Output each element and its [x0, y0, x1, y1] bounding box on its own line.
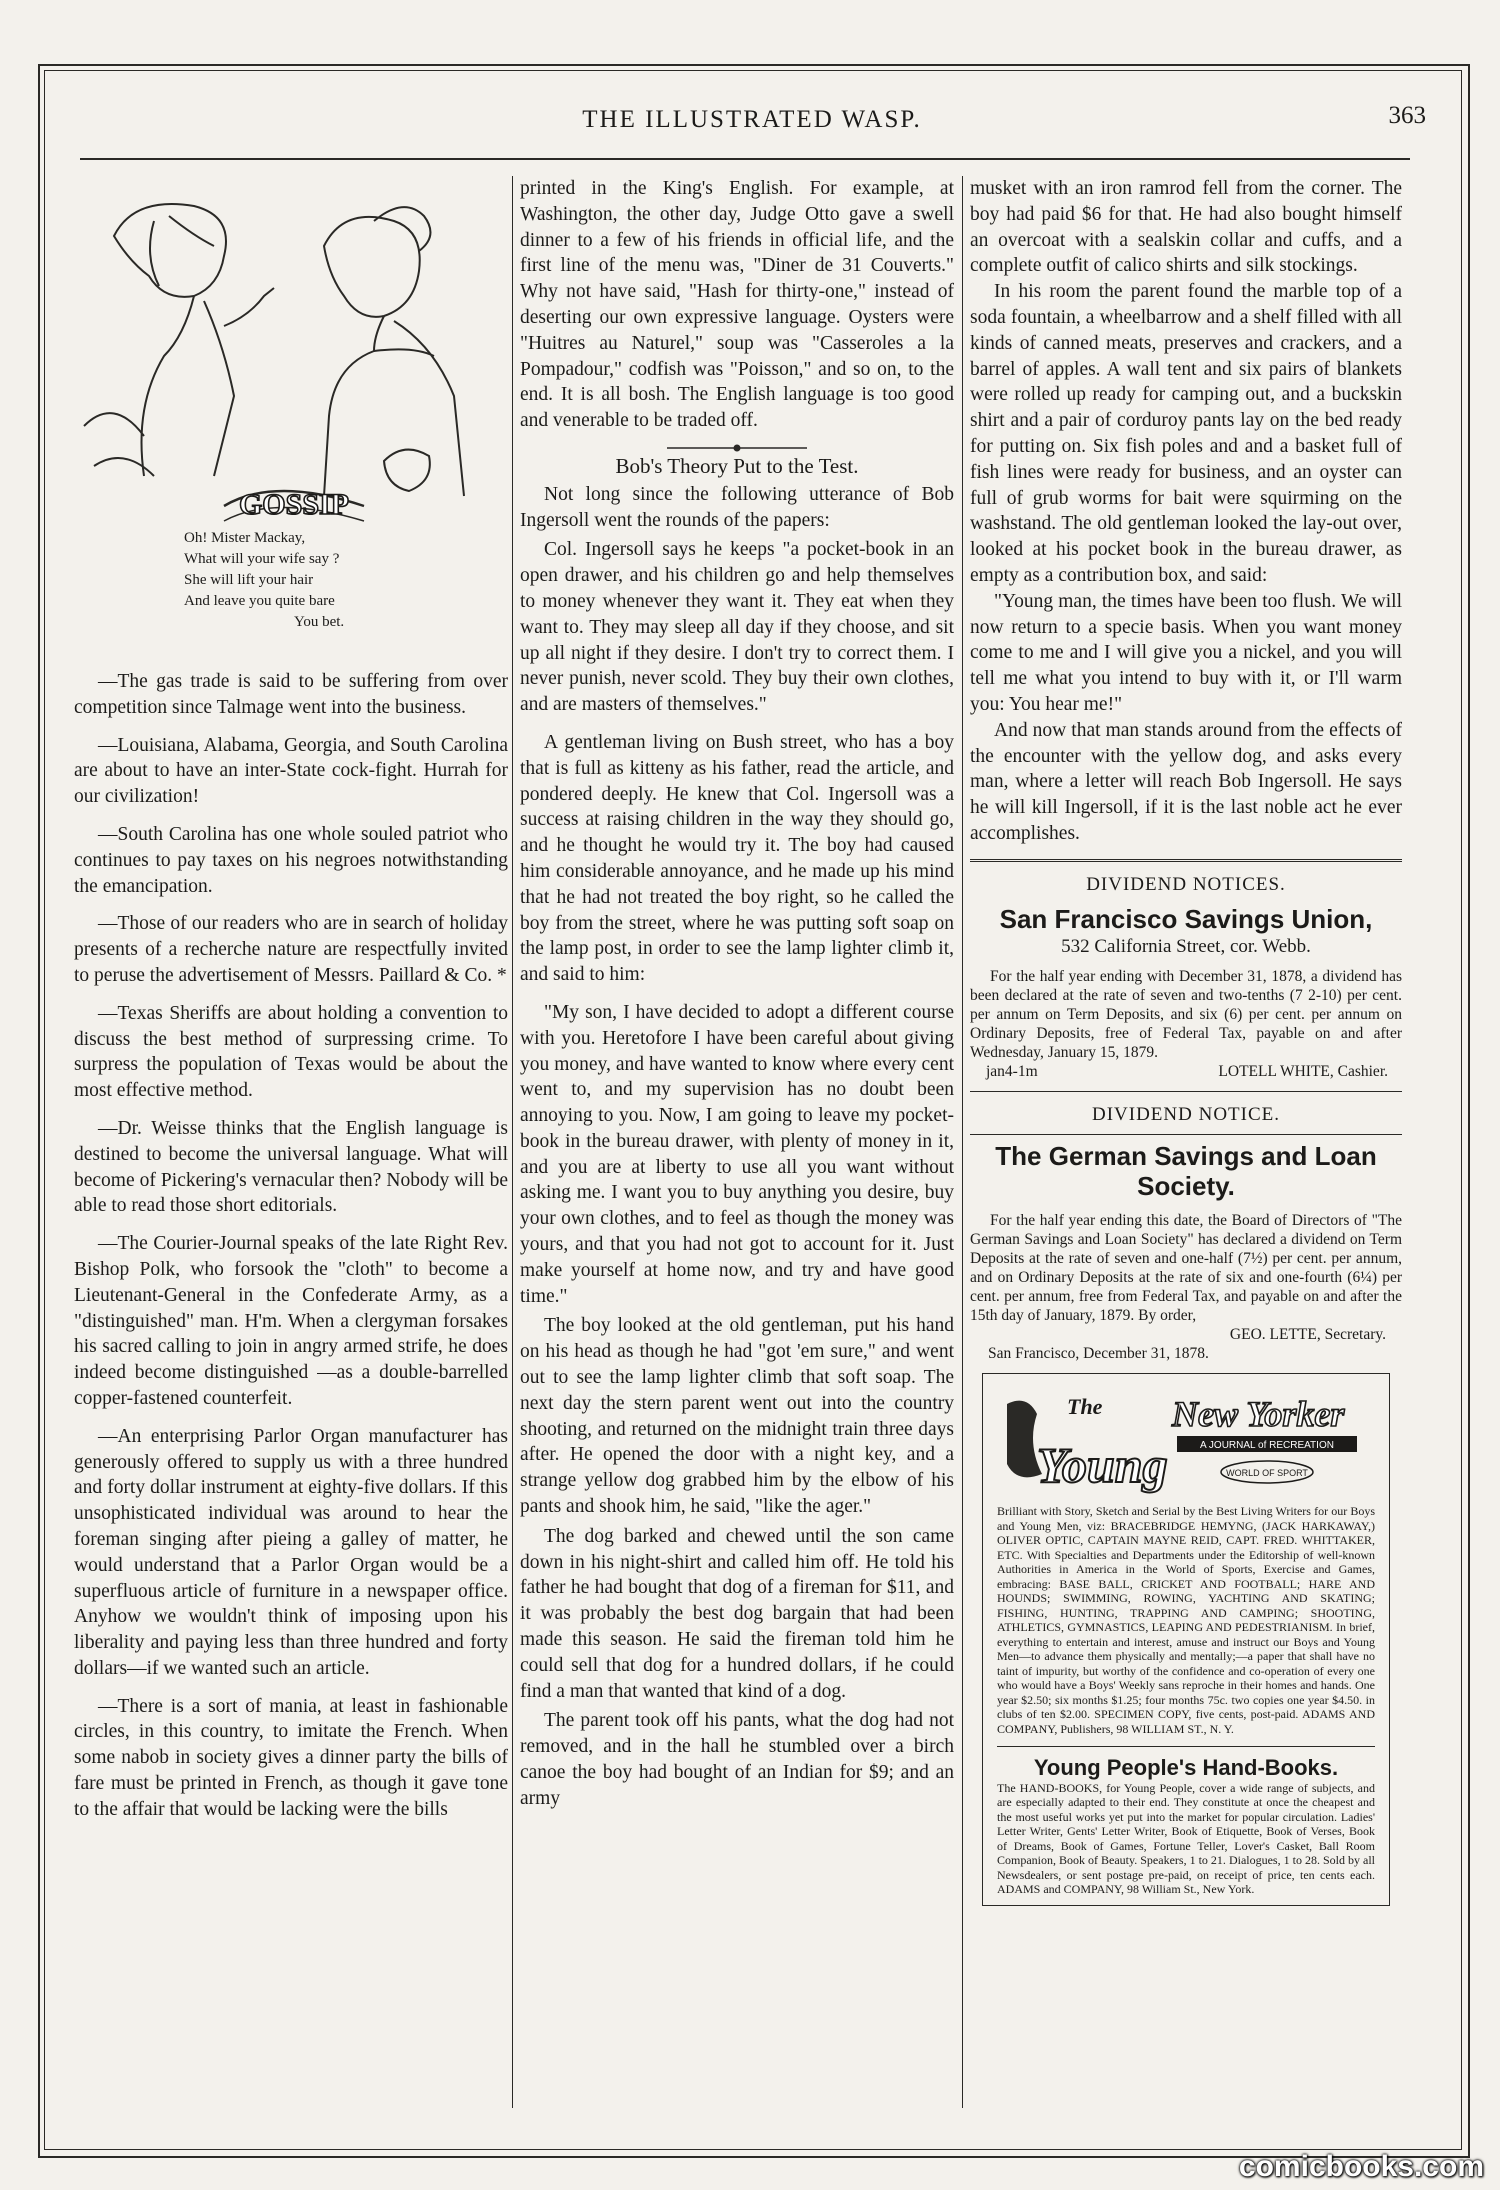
story-paragraph: In his room the parent found the marble top of a soda fountain, a wheelbarrow and a shelf filled with all kinds of canned meats, preserves and crackers, and a barrel of apples. A wall tent and six pairs of blankets were rolled up ready for camping out, and a buckskin shirt and a pair of corduroy pants lay on the bed ready for putting on. Six fish poles and and a basket full of fish lines were ready for business, and an oyster can full of grub worms for bait were squirming on the washstand. The old gentleman looked the lay-out over, looked at his pocket book in the bureau drawer, as empty as a contribution box, and said: [970, 281, 1402, 586]
notice-heading: DIVIDEND NOTICES. [1086, 873, 1286, 895]
news-item: —There is a sort of mania, at least in fashionable circles, in this country, to imitate the French. When some nabob in society gives a dinner party the bills of fare must be printed in French, as though it gave tone to the affair that would be lacking were the bills [74, 1695, 508, 1820]
logo-new-yorker: New Yorker [1172, 1394, 1345, 1435]
story-paragraph: "Young man, the times have been too flush. We will now return to a specie basis. When you want money come to me and I will give you a nickel, and you will tell me what you intend to buy with it, or I'll warm you: You hear me!" [970, 590, 1402, 715]
news-item: —An enterprising Parlor Organ manufacturer has generously offered to supply us with a three hundred and forty dollar instrument at eighty-five dollars. If this unsophisticated individual was around to hear the foreman singing after pieing a galley of matter, he would understand that a Parlor Organ would be a superfluous article of furniture in a newspaper office. Anyhow we wouldn't think of imposing upon his liberality and paying less than three hundred and forty dollars—if we wanted such an article. [74, 1425, 508, 1679]
news-item: —Dr. Weisse thinks that the English language is destined to become the universal language. What will become of Pickering's vernacular then? Nobody will be able to read those short editorials. [74, 1117, 508, 1217]
notice-rule [970, 1134, 1402, 1135]
ornamental-rule [520, 436, 954, 448]
gossip-illustration [74, 176, 508, 522]
logo-journal: A JOURNAL of RECREATION [1200, 1440, 1334, 1452]
story-paragraph: Not long since the following utterance of Bob Ingersoll went the rounds of the papers: [520, 483, 954, 531]
notice-signature: GEO. LETTE, Secretary. [1229, 1326, 1386, 1344]
story-paragraph: The parent took off his pants, what the dog had not removed, and in the hall he stumbled over a birch canoe the boy had bought of an Indian for $9; and an army [520, 1710, 954, 1809]
column-3 [970, 176, 1402, 2108]
news-item: —The Courier-Journal speaks of the late Right Rev. Bishop Polk, who forsook the "cloth" to become a Lieutenant-General in the Confederate Army, as a "distinguished" man. H'm. When a clergyman forsakes his sacred calling to join in angry armed strife, he does indeed become distinguished —as a double-barrelled copper-fastened counterfeit. [74, 1233, 508, 1409]
notice-heading: DIVIDEND NOTICE. [1091, 1104, 1281, 1126]
header-rule [80, 158, 1410, 160]
bank-name: San Francisco Savings Union, [999, 903, 1373, 934]
story-paragraph: The boy looked at the old gentleman, put his hand on his head as though he had "got 'em sure," and went out to see the lamp lighter climb that soft soap. The next day the stern parent went out into the country shooting, and returned on the midnight train three days after. He opened the door with a night key, and a strange yellow dog grabbed him by the elbow of his pants and shook him, he said, "like the ager." [520, 1315, 954, 1518]
story-paragraph: A gentleman living on Bush street, who has a boy that is full as kitteny as his father, read the article, and pondered deeply. He knew that Col. Ingersoll was a success at raising children in the way they should go, and he thought he would try it. The boy had caused him considerable annoyance, and he made up his mind that he had not treated the boy right, so he called the boy from the street, where he was putting soft soap on the lamp post, in order to see the lamp lighter climb it, and said to him: [520, 731, 954, 986]
watermark: comicbooks.com [1238, 2150, 1484, 2183]
news-item: —Louisiana, Alabama, Georgia, and South Carolina are about to have an inter-State cock-fight. Hurrah for our civilization! [74, 734, 508, 808]
story-paragraph: And now that man stands around from the effects of the encounter with the yellow dog, and asks every man, where a letter will reach Bob Ingersoll. He says he will kill Ingersoll, if it is the last noble act he ever accomplishes. [970, 719, 1402, 844]
continued-paragraph: printed in the King's English. For example, at Washington, the other day, Judge Otto gave a swell dinner to a few of his friends in official life, and the first line of the menu was, "Diner de 31 Couverts." Why not have said, "Hash for thirty-one," instead of deserting our own expressive language. Oysters were "Huitres au Naturel," soup was "Casseroles a la Pompadour," codfish was "Poisson," and so on, to the end. It is all bosh. The English language is too good and venerable to be traded off. [520, 178, 954, 432]
notice-dateline: San Francisco, December 31, 1878. [988, 1345, 1209, 1363]
bank-address: 532 California Street, cor. Webb. [1061, 935, 1311, 957]
young-new-yorker-ad [982, 1373, 1390, 1906]
running-head [44, 102, 1460, 142]
notice-rule [970, 859, 1402, 862]
bank-name-line: The German Savings and Loan [995, 1141, 1377, 1172]
news-item: —South Carolina has one whole souled patriot who continues to pay taxes on his negroes notwithstanding the emancipation. [74, 823, 508, 897]
story-paragraph: The dog barked and chewed until the son came down in his night-shirt and called him off. He told his father he had bought that dog of a fireman for $11, and it was probably the best dog bargain that had been made this season. He said the fireman told him he could sell that dog for a hundred dollars, if he could find a man that wanted that kind of a dog. [520, 1525, 954, 1702]
column-1 [74, 176, 508, 2108]
verse-line: What will your wife say ? [184, 551, 340, 567]
notice-body: For the half year ending this date, the Board of Directors of "The German Savings and Loan Society" has declared a dividend on Term Deposits at the rate of seven and one-half (7½) per cent. per annum, and on Ordinary Deposits at the rate of six and one-fourth (6¼) per cent. per annum, free from Federal Tax, and payable on and after the 15th day of January, 1879. By order, [970, 1212, 1402, 1325]
verse-line: She will lift your hair [184, 572, 314, 588]
verse [184, 528, 508, 633]
notice-signature: LOTELL WHITE, Cashier. [1218, 1063, 1388, 1081]
ad-divider [997, 1746, 1375, 1747]
column-2 [520, 176, 954, 2108]
logo-the: The [1067, 1394, 1103, 1420]
column-rule-1 [512, 176, 513, 2108]
news-item: —Those of our readers who are in search of holiday presents of a recherche nature are respectfully invited to peruse the advertisement of Messrs. Paillard & Co. * [74, 913, 508, 986]
notice-signature-line [970, 1062, 1402, 1081]
page-number: 363 [1388, 102, 1426, 129]
logo-young: Young [1037, 1437, 1168, 1494]
story-paragraph: musket with an iron ramrod fell from the corner. The boy had paid $6 for that. He had also bought himself an overcoat with a sealskin collar and cuffs, and a complete outfit of calico shirts and silk stockings. [970, 178, 1402, 277]
young-new-yorker-logo [997, 1384, 1375, 1504]
notice-body: For the half year ending with December 31, 1878, a dividend has been declared at the rate of seven and two-tenths (7 2-10) per cent. per annum on Term Deposits, and six (6) per cent. per annum on Ordinary Deposits, free of Federal Tax, payable on and after Wednesday, January 15, 1879. [970, 968, 1402, 1062]
handbooks-title: Young People's Hand-Books. [1033, 1755, 1339, 1781]
illustration-caption: GOSSIP [238, 488, 350, 521]
bank-name-line: Society. [1137, 1171, 1235, 1202]
story-paragraph: Col. Ingersoll says he keeps "a pocket-book in an open drawer, and his children go and help themselves to money whenever they want it. They eat when they want to. They may sleep all day if they choose, and sit up all night if they desire. I don't try to correct them. I never punish, never scold. They buy their own clothes, and are masters of themselves." [520, 539, 954, 716]
verse-line: And leave you quite bare [184, 593, 335, 609]
verse-line: Oh! Mister Mackay, [184, 530, 306, 546]
news-item: —The gas trade is said to be suffering from over competition since Talmage went into the business. [74, 671, 508, 718]
story-title: Bob's Theory Put to the Test. [615, 453, 859, 478]
handbooks-body: The HAND-BOOKS, for Young People, cover a wide range of subjects, and are especially adapted to their end. They constitute at once the cheapest and the most useful works yet put into the market for popular circulation. Ladies' Letter Writer, Gents' Letter Writer, Book of Etiquette, Book of Verses, Book of Dreams, Book of Games, Fortune Teller, Lover's Casket, Ball Room Companion, Book of Beauty. Speakers, 1 to 21. Dialogues, 1 to 28. Sold by all Newsdealers, or sent postage pre-paid, on receipt of price, ten cents each. ADAMS and COMPANY, 98 William St., New York. [997, 1780, 1375, 1897]
notice-rule [970, 1091, 1402, 1092]
news-item: —Texas Sheriffs are about holding a convention to discuss the best method of surpressing crime. To surpress the population of Texas would be about the most effective method. [74, 1002, 508, 1102]
story-paragraph: "My son, I have decided to adopt a different course with you. Heretofore I have been careful about giving you money, and have wanted to know where every cent went to, and my supervision has no doubt been annoying to you. Now, I am going to leave my pocket-book in the bureau drawer, with plenty of money in it, and you are at liberty to use all you want without asking me. I want you to buy anything you desire, buy your own clothes, and to feel as though the money was yours, and that you had not got to account for it. Just make yourself at home now, and try and have good time." [520, 1001, 954, 1307]
masthead: THE ILLUSTRATED WASP. [582, 106, 922, 133]
logo-world: WORLD OF SPORT [1226, 1468, 1308, 1479]
column-rule-2 [962, 176, 963, 2108]
ad-body: Brilliant with Story, Sketch and Serial by the Best Living Writers for our Boys and Young Men, viz: BRACEBRIDGE HEMYNG, (JACK HARKAWAY,) OLIVER OPTIC, CAPTAIN MAYNE REID, CAPT. FRED. WHITTAKER, ETC. With Specialties and Departments under the Editorship of well-known Authorities in America in the World of Sports, Exercise and Games, embracing: BASE BALL, CRICKET AND FOOTBALL; HARE AND HOUNDS; SWIMMING, ROWING, YACHTING AND SKATING; FISHING, HUNTING, TRAPPING AND CAMPING; SHOOTING, ATHLETICS, GYMNASTICS, LEAPING AND PEDESTRIANISM. In brief, everything to entertain and interest, amuse and instruct our Boys and Young Men—to advance them physically and mentally;—a paper that shall have no taint of impurity, but worthy of the confidence and co-operation of every one who would have a Boys' Weekly sans reproche in their homes and hands. One year $2.50; six months $1.25; four months 75c. two copies one year $4.50. in clubs of ten $2.00. SPECIMEN COPY, five cents, post-paid. ADAMS AND COMPANY, Publishers, 98 WILLIAM ST., N. Y. [997, 1504, 1375, 1736]
verse-line: You bet. [294, 614, 345, 630]
notice-ref: jan4-1m [986, 1063, 1038, 1081]
